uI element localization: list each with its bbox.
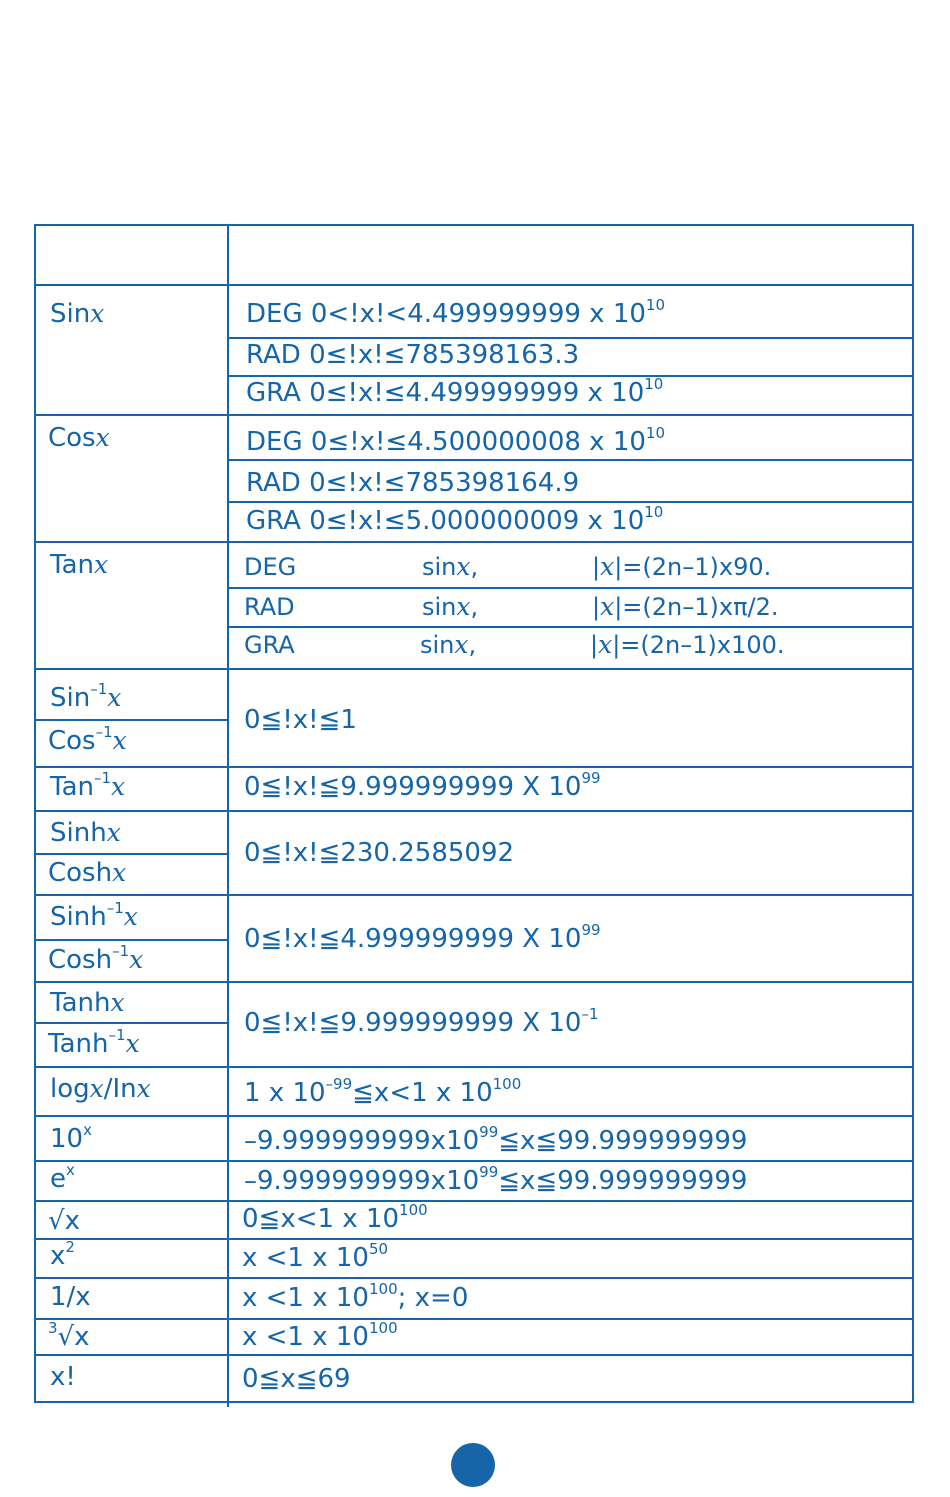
range-exp: $-9.999999999x10^{99}≦x≦99.999999999$ [244, 1163, 748, 1196]
row-divider [36, 414, 912, 416]
range-sin-rad: RAD 0≤!x!≤785398163.3 [246, 340, 580, 370]
fn-square: $x^2$ [50, 1238, 75, 1271]
fn-ten-pow: 10$^x$ [50, 1121, 92, 1154]
row-divider [36, 766, 912, 768]
range-cos-gra: GRA 0≤!x!≤5.000000009 x $10^{10}$ [246, 503, 664, 536]
row-divider [36, 939, 227, 941]
row-divider [36, 1354, 912, 1356]
page-marker-dot [451, 1443, 495, 1487]
range-cos-deg: DEG 0≤!x!≤4.500000008 x $10^{10}$ [246, 424, 665, 457]
fn-cos: Cosx [48, 423, 110, 453]
row-divider [227, 501, 912, 503]
fn-cosh: Coshx [48, 858, 127, 888]
tan-rad-mode: RAD [244, 593, 295, 621]
range-reciprocal: x <1 x $10^{100}$; x=0 [242, 1280, 469, 1313]
fn-sin: Sinx [50, 299, 105, 329]
row-divider [36, 1238, 912, 1240]
row-divider [36, 1160, 912, 1162]
range-sin-deg: DEG 0<!x!<4.499999999 x $10^{10}$ [246, 296, 665, 329]
tan-deg-fn: sinx, [422, 552, 479, 581]
row-divider [36, 894, 912, 896]
row-divider [36, 853, 227, 855]
fn-log-ln: logx/Inx [50, 1074, 151, 1104]
fn-atan: Tan$^{-1}$x [50, 769, 126, 802]
row-divider [227, 626, 912, 628]
fn-sinh: Sinhx [50, 818, 121, 848]
range-atan: 0≦!x!≦9.999999999 X $10^{99}$ [244, 769, 601, 802]
row-divider [227, 337, 912, 339]
fn-asinh: Sinh$^{-1}$x [50, 899, 138, 932]
row-divider [36, 668, 912, 670]
range-sqrt: 0≦x<1 x $10^{100}$ [242, 1201, 428, 1234]
row-divider [36, 719, 227, 721]
tan-gra-mode: GRA [244, 631, 295, 659]
range-ten-pow: $-9.999999999x10^{99}≦x≦99.999999999$ [244, 1123, 748, 1156]
tan-rad-fn: sinx, [422, 592, 479, 621]
fn-cube-root: $^3$√x [48, 1319, 90, 1352]
row-divider [36, 981, 912, 983]
tan-gra-cond: |x|=(2n–1)x100. [590, 630, 785, 659]
fn-exp: $e^x$ [50, 1161, 75, 1194]
range-sinh-cosh: 0≦!x!≦230.2585092 [244, 838, 515, 868]
row-divider [36, 1277, 912, 1279]
fn-tanh: Tanhx [50, 988, 125, 1018]
row-divider [36, 1200, 912, 1202]
row-divider [227, 587, 912, 589]
row-divider [36, 810, 912, 812]
row-divider [36, 284, 912, 286]
fn-factorial: x! [50, 1362, 76, 1392]
fn-atanh: Tanh$^{-1}$x [48, 1026, 140, 1059]
range-factorial: 0≦x≦69 [242, 1364, 351, 1394]
range-tanh: 0≦!x!≦9.999999999 X $10^{-1}$ [244, 1005, 599, 1038]
fn-acosh: Cosh$^{-1}$x [48, 942, 144, 975]
row-divider [36, 1066, 912, 1068]
range-cos-rad: RAD 0≤!x!≤785398164.9 [246, 468, 580, 498]
fn-asin: Sin$^{-1}$x [50, 680, 122, 713]
range-square: x <1 x $10^{50}$ [242, 1240, 389, 1273]
fn-acos: Cos$^{-1}$x [48, 723, 127, 756]
range-sin-gra: GRA 0≤!x!≤4.499999999 x $10^{10}$ [246, 375, 664, 408]
tan-rad-cond: |x|=(2n–1)xπ/2. [592, 592, 779, 621]
range-cube-root: x <1 x $10^{100}$ [242, 1319, 398, 1352]
tan-gra-fn: sinx, [420, 630, 477, 659]
tan-deg-cond: |x|=(2n–1)x90. [592, 552, 772, 581]
row-divider [36, 1022, 227, 1024]
fn-tan: Tanx [50, 550, 109, 580]
fn-reciprocal: 1/x [50, 1282, 91, 1312]
range-asin-acos: 0≦!x!≦1 [244, 705, 357, 735]
row-divider [36, 541, 912, 543]
row-divider [227, 375, 912, 377]
tan-deg-mode: DEG [244, 553, 297, 581]
range-asinh-acosh: 0≦!x!≦4.999999999 X $10^{99}$ [244, 921, 601, 954]
row-divider [36, 1115, 912, 1117]
row-divider [227, 459, 912, 461]
input-range-table [34, 224, 914, 1403]
row-divider [36, 1318, 912, 1320]
fn-sqrt: √x [48, 1206, 80, 1236]
column-divider [227, 226, 229, 1407]
range-log-ln: 1 x $10^{-99}≦x<1$ x $10^{100}$ [244, 1075, 522, 1108]
